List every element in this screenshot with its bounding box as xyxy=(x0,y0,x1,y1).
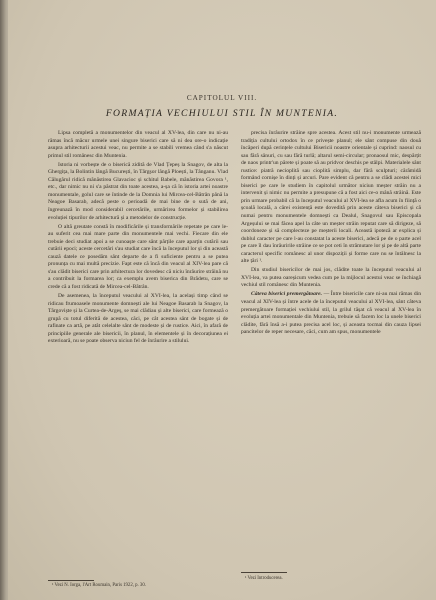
section-text: — Între bisericile care ni-au mai rămas din veacul al XIV-lea și între acele de la începutul veacului al XVI-lea, sânt câteva premergătoare formației vechiului stil, la grilul tășat că veacul al XV-lea în evoluția artei monumentale din Muntenia, trebuie să facem loc la unele biserici clădite, fără însă a-i putea precisa acel loc, și aceasta tocmai din cauza lipsei pancitelor de reper necesare, căci, cum am spus, monumentele xyxy=(241,291,422,336)
section-heading: Câteva biserici premergătoare. xyxy=(251,291,323,298)
paragraph: O altă greutate constă în modificările și transformările repetate pe care le-au suferit cea mai mare parte din monumentele mai vechi. Fiecare din ele trebuie deci studiat apoi a se cunoaște care sânt părțile care aparțin cutării sau cutării epoci; aceste cercetări s'au studiat care încă la începutul lor și din această cauză datele ce posedăm sânt departe de a fi suficiente pentru a se putea pronunța cu mai multă precizie. Fapt este că încă din veacul al XIV-lea pare că s'au clădit biserici care prin arhitectura lor dovedesc că niciu înrâurire străină nu a contribuit la formarea lor; ca exemplu avem biserica din Brădetu, care se crede că a fost ridicată de Mircea-cel-Bătrân. xyxy=(48,223,228,290)
book-page xyxy=(8,0,436,600)
paragraph: De asemenea, la începutul veacului al XVI-lea, la același timp când se ridicau frumoasele monumente domnești ale lui Neagoe Basarab la Snagov, la Târgoviște și la Curtea-de-Argeș, se mai clădiau și alte biserici, care formează o grupă cu totul diferită de acestea, căci, pe cât acestea sânt de bogate și de rafinate ca artă, pe atât celelalte sânt de modeste și de rustice. Aici, în afară de principiile generale ale bisericii, în planul, în elementele și în decorațiunea ei exterioară, nu se poate observa niciun fel de înrâurire a stilului. xyxy=(48,292,228,345)
chapter-title: FORMAȚIA VECHIULUI STIL ÎN MUNTENIA. xyxy=(105,108,339,119)
chapter-number: CAPITOLUL VIII. xyxy=(186,94,258,102)
footnote-rule xyxy=(48,580,94,581)
footnote-right: ¹ Vezi Introducerea. xyxy=(245,576,283,581)
paragraph: Din studiul bisericilor de mai jos, clădite toate la începutul veacului al XVI-lea, va putea oareșicum vedea cum pe la mijlocul acestui veac se închiagă vechiul stil românesc din Muntenia. xyxy=(241,267,421,289)
footnote-rule xyxy=(241,572,287,573)
footnote-left: ¹ Vezi N. Iorga, l'Art Roumain, Paris 1922, p. 30. xyxy=(52,583,146,588)
paragraph: Lipsa completă a monumentelor din veacul al XV-lea, din care nu ni-au rămas încă măcur urmele unei singure biserici care să ni dea ore-o indicație asupra arhitecturii acestui veac, nu permite a se stabili vremea când s'a născut primul stil românesc din Muntenia. xyxy=(48,130,228,159)
left-column xyxy=(48,130,228,346)
paragraph: Istoria ni vorbește de o biserică zidită de Vlad Țepeș la Snagov, de alta la Ghergița, la Bolintin lângă București, în Târgșor lângă Ploești, la Tânganu. Vlad Călugărul ridică mănăstirea Glavacioc și schitul Babele, mănăstirea Govora ¹, etc., dar nimic nu ni s'a păstrat din toate acestea, a-șa că în istoria artei noastre monumentale, golul care se întinde de la Domnia lui Mircea-cel-Bătrân până la Neagoe Basarab, adecă peste o perioadă de mai bine de o sută de ani, îngreunază în mod considerabil cercetările, urmărirea formelor și stabilirea evoluției tipurilor de arhitectură și a metodelor de construcție. xyxy=(48,161,228,221)
paragraph: precisa înrâurire străine spre acestea. Acest stil nu-i monumente urmează tradiția cultului ortodox în ce privește planul; ele sânt compuse din două încăperi după cerințele cultului Bisericii noastre orientale și cuprind: naosul cu sau fără sânuri, cu sau fără turlă; altarul semi-circular; pronaosul mic, despărțit de naos printr'un părete și poate să au pridvor deschis pe stâlpi. Materialele sânt rustice: piatră necioplită sau cioplită simplu, dar fără sculpturi; cărămidă formând cornișe în dinți și arcuri. Pare evident că pentru a se clădi acestei mici biserici pe care le studiem în capitolul următor niciun meșter străin nu a intervenit și nimic nu permite a presupune că a fost aici ce-o mână străină. Este prin urmare probabil că la începutul veacului al XVI-lea se afla acum în ființă o școală locală, a cărei existență este dovedită prin aceste câteva biserici și că numai pentru monumentele domnești ca Dealul, Snagovul sau Episcopala Argeșului se mai făcea apel la câte un meșter străin reputat care să dirigeze, să coordoneze și să complecteze pe meșterii locali. Această ipoteză ar explica și dublul caracter pe care l-au constatat la aceste biserici, adecă pe de o parte acel pe care îl dau înrâuririle străine ce se pot ceti în strămutare lor și pe de altă parte caracterul specific românesc al unor dispoziții și forme care nu se întâlnesc la alte țări ¹. xyxy=(241,130,421,265)
right-column xyxy=(241,130,421,337)
section-paragraph xyxy=(241,291,421,336)
